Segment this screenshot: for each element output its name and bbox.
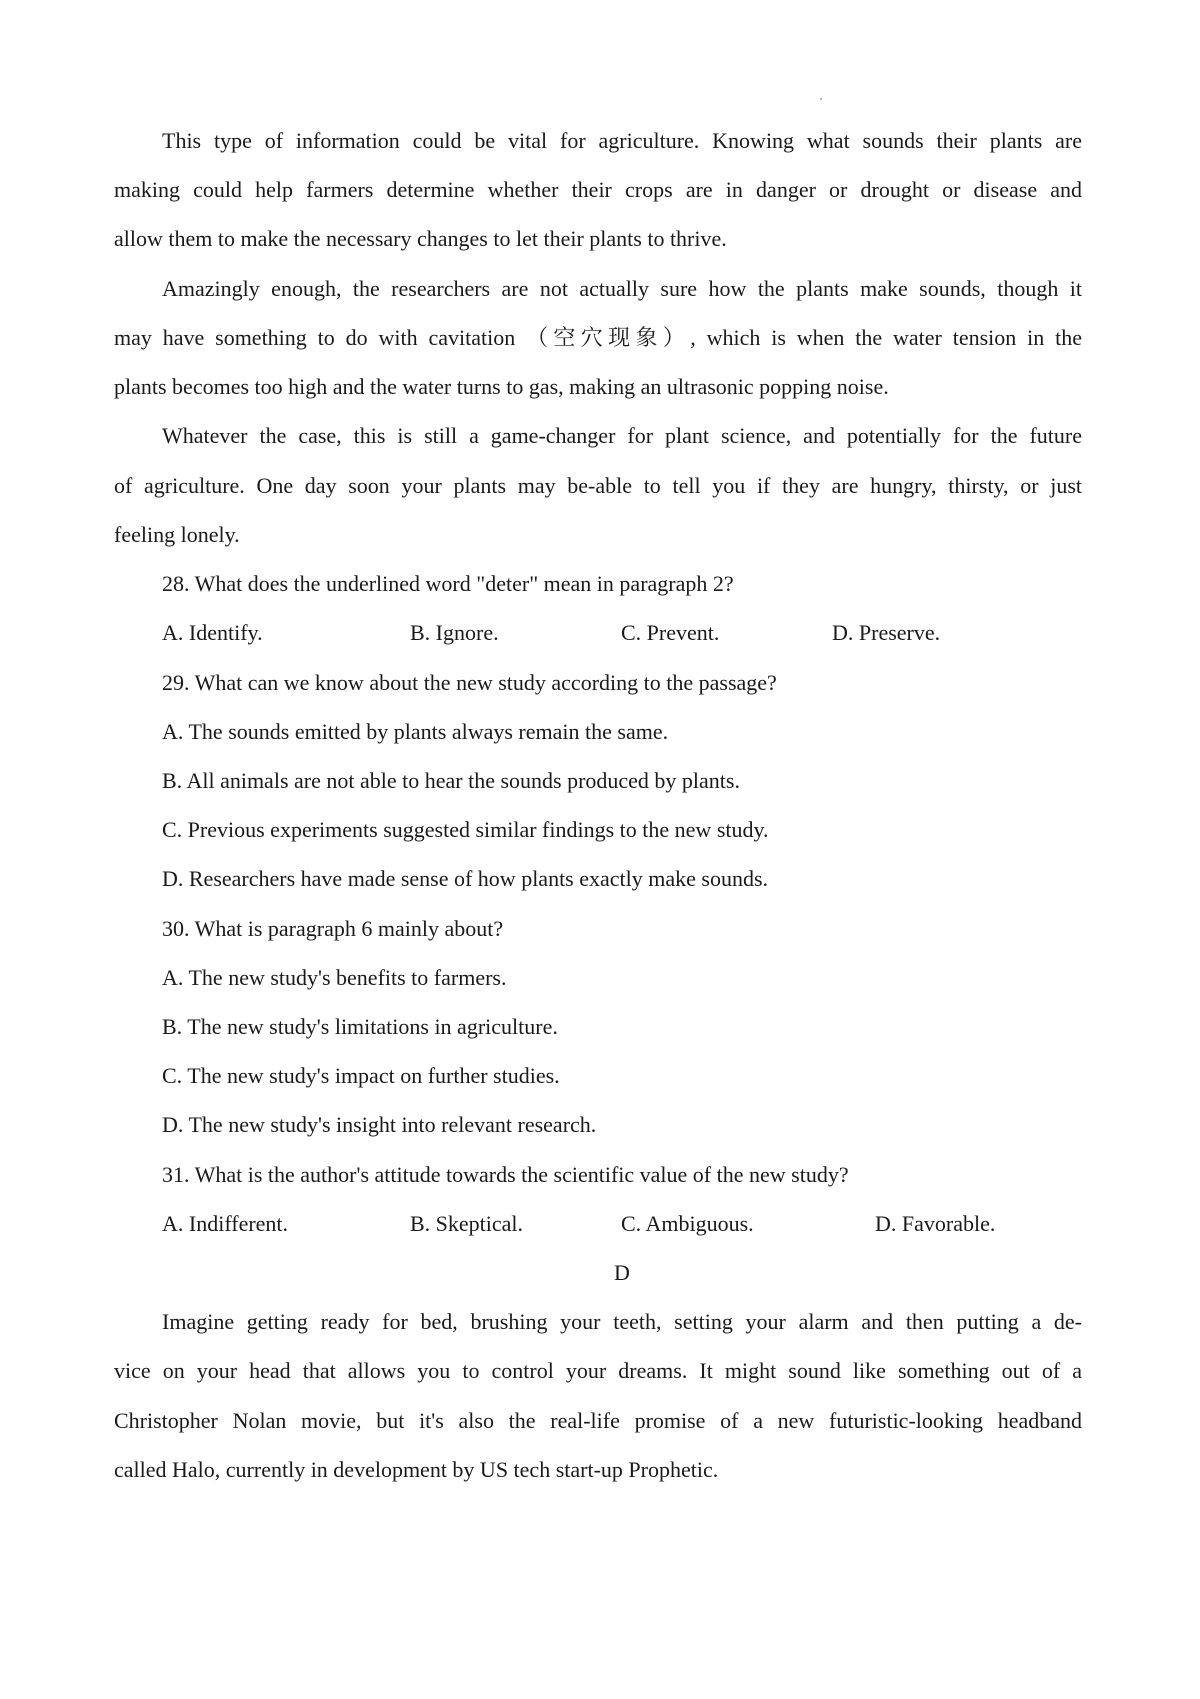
question-29-option-a: A. The sounds emitted by plants always remain the same. [162, 719, 669, 744]
section-d-line-3: Christopher Nolan movie, but it's also the real-life promise of a new futuristic-looking headband [114, 1408, 1082, 1433]
question-30-option-d: D. The new study's insight into relevant research. [162, 1112, 597, 1137]
paragraph-2-line-2: may have something to do with cavitation （空穴现象）, which is when the water tension in the [114, 325, 1082, 350]
paragraph-3-line-3: feeling lonely. [114, 522, 240, 547]
question-30-option-b: B. The new study's limitations in agriculture. [162, 1014, 558, 1039]
question-28-option-d: D. Preserve. [832, 620, 941, 645]
question-28-option-a: A. Identify. [162, 620, 263, 645]
question-31-option-b: B. Skeptical. [410, 1211, 524, 1236]
question-30-stem: 30. What is paragraph 6 mainly about? [162, 916, 504, 941]
question-31-option-c: C. Ambiguous. [621, 1211, 754, 1236]
paragraph-3-line-1: Whatever the case, this is still a game-changer for plant science, and potentially for the future [162, 423, 1082, 448]
paragraph-3-line-2: of agriculture. One day soon your plants may be-able to tell you if they are hungry, thirsty, or just [114, 473, 1082, 498]
question-31-stem: 31. What is the author's attitude towards the scientific value of the new study? [162, 1162, 849, 1187]
section-d-line-1: Imagine getting ready for bed, brushing your teeth, setting your alarm and then putting a de- [162, 1309, 1082, 1334]
section-d-line-2: vice on your head that allows you to control your dreams. It might sound like something out of a [114, 1358, 1082, 1383]
question-31-option-d: D. Favorable. [875, 1211, 996, 1236]
section-d-line-4: called Halo, currently in development by US tech start-up Prophetic. [114, 1457, 719, 1482]
paragraph-1-line-2: making could help farmers determine whether their crops are in danger or drought or disease and [114, 177, 1082, 202]
question-29-option-c: C. Previous experiments suggested similar findings to the new study. [162, 817, 769, 842]
section-d-heading: D [614, 1260, 630, 1285]
question-28-stem: 28. What does the underlined word "deter" mean in paragraph 2? [162, 571, 734, 596]
paragraph-1-line-3: allow them to make the necessary changes to let their plants to thrive. [114, 226, 727, 251]
question-31-option-a: A. Indifferent. [162, 1211, 289, 1236]
question-28-option-c: C. Prevent. [621, 620, 720, 645]
paragraph-2-line-3: plants becomes too high and the water turns to gas, making an ultrasonic popping noise. [114, 374, 889, 399]
question-29-option-d: D. Researchers have made sense of how plants exactly make sounds. [162, 866, 769, 891]
question-30-option-c: C. The new study's impact on further studies. [162, 1063, 560, 1088]
paragraph-2-line-1: Amazingly enough, the researchers are not actually sure how the plants make sounds, though it [162, 276, 1082, 301]
question-29-option-b: B. All animals are not able to hear the sounds produced by plants. [162, 768, 740, 793]
question-29-stem: 29. What can we know about the new study according to the passage? [162, 670, 777, 695]
question-28-option-b: B. Ignore. [410, 620, 499, 645]
question-30-option-a: A. The new study's benefits to farmers. [162, 965, 507, 990]
scan-speck [820, 98, 822, 100]
paragraph-1-line-1: This type of information could be vital for agriculture. Knowing what sounds their plants are [162, 128, 1082, 153]
